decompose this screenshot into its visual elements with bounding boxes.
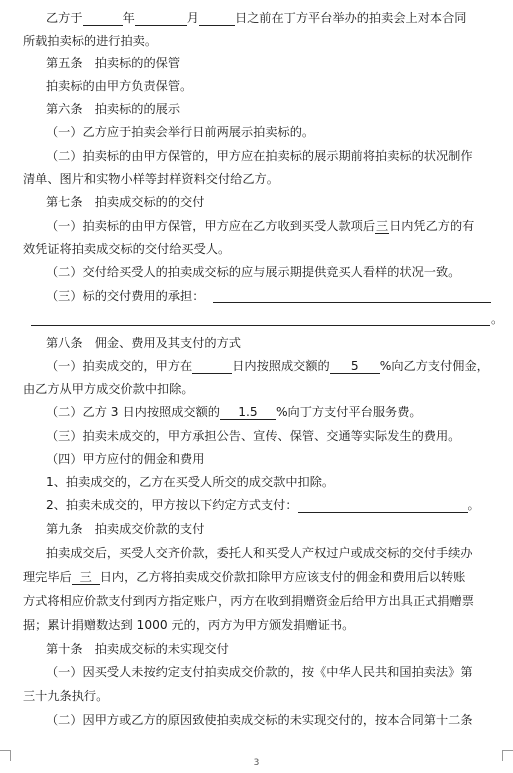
text-line: （一）乙方应于拍卖会举行日前两展示拍卖标的。 [46,125,315,139]
text-span: 年 [122,11,135,25]
article-heading-7: 第七条 拍卖成交标的的交付 [46,195,205,209]
text-line [46,288,204,304]
text-line: （一）因买受人未按约定支付拍卖成交价款的，按《中华人民共和国拍卖法》第 [46,665,473,679]
text-line: 拍卖标的由甲方负责保管。 [46,79,193,93]
article-heading-10: 第十条 拍卖成交标的未实现交付 [46,642,229,656]
article-heading-8: 第八条 佣金、费用及其支付的方式 [46,336,241,350]
blank-days [192,358,232,374]
text-span: %向丁方支付平台服务费。 [275,405,422,419]
blank-payment-method [298,497,468,513]
text-span: （一）拍卖成交的，甲方在 [46,359,193,373]
text-line: 拍卖成交后，买受人交齐价款，委托人和买受人产权过户或成交标的交付手续办 [46,546,473,560]
article-heading-6: 第六条 拍卖标的的展示 [46,102,181,116]
text-line: 所载拍卖标的进行拍卖。 [23,34,158,48]
text-span: （一）拍卖标的由甲方保管，甲方应在乙方收到买受人款项后 [46,219,376,233]
text-line: （二）因甲方或乙方的原因致使拍卖成交标的未实现交付的，按本合同第十二条 [46,713,473,727]
text-line: 三十九条执行。 [23,689,109,703]
text-line: 方式将相应价款支付到丙方指定账户，丙方在收到捐赠资金后给甲方出具正式捐赠票 [23,594,474,608]
text-line: （二）交付给买受人的拍卖成交标的应与展示期提供竞买人看样的状况一致。 [46,265,461,279]
filled-blank: 1.5 [220,404,276,420]
page-number: 3 [253,758,260,768]
text-span: 。 [467,498,480,512]
text-line: 清单、图片和实物小样等封样资料交付给乙方。 [23,172,279,186]
blank-line [31,325,490,326]
text-span: 日内按照成交额的 [232,359,330,373]
filled-blank: 三 [72,569,100,585]
text-span: 日之前在丁方平台举办的拍卖会上对本合同 [234,11,467,25]
text-line: 。 [491,312,504,326]
text-line: 效凭证将拍卖成交标的交付给买受人。 [23,242,231,256]
text-line: （四）甲方应付的佣金和费用 [46,452,205,466]
text-line [46,497,480,513]
text-span: 日内，乙方将拍卖成交价款扣除甲方应该支付的佣金和费用后以转账 [99,570,466,584]
text-line [46,404,422,420]
text-line: 由乙方从甲方成交价款中扣除。 [23,382,194,396]
text-span: （三）标的交付费用的承担： [46,289,205,303]
text-line [46,10,467,26]
text-line: （二）拍卖标的由甲方保管的，甲方应在拍卖标的展示期前将拍卖标的状况制作 [46,149,473,163]
article-heading-5: 第五条 拍卖标的的保管 [46,56,181,70]
blank-month [135,10,187,26]
text-line [46,358,489,374]
article-heading-9: 第九条 拍卖成交价款的支付 [46,522,205,536]
text-line: 1、拍卖成交的，乙方在买受人所交的成交款中扣除。 [46,475,335,489]
text-line [23,569,465,585]
blank-line [213,302,491,303]
blank-day [199,10,235,26]
text-span: 乙方于 [46,11,83,25]
filled-blank: 5 [330,358,380,374]
text-line: 据；累计捐赠数达到 1000 元的，丙方为甲方颁发捐赠证书。 [23,618,355,632]
text-span: 月 [186,11,199,25]
text-span: 理完毕后 [23,570,72,584]
text-span: 2、拍卖未成交的，甲方按以下约定方式支付： [46,498,298,512]
text-span: %向乙方支付佣金， [379,359,489,373]
text-span: 日内凭乙方的有 [389,219,475,233]
text-span: （二）乙方 3 日内按照成交额的 [46,405,220,419]
text-line [46,218,474,234]
filled-blank: 三 [375,219,389,233]
blank-year [83,10,123,26]
text-line: （三）拍卖未成交的，甲方承担公告、宣传、保管、交通等实际发生的费用。 [46,429,461,443]
